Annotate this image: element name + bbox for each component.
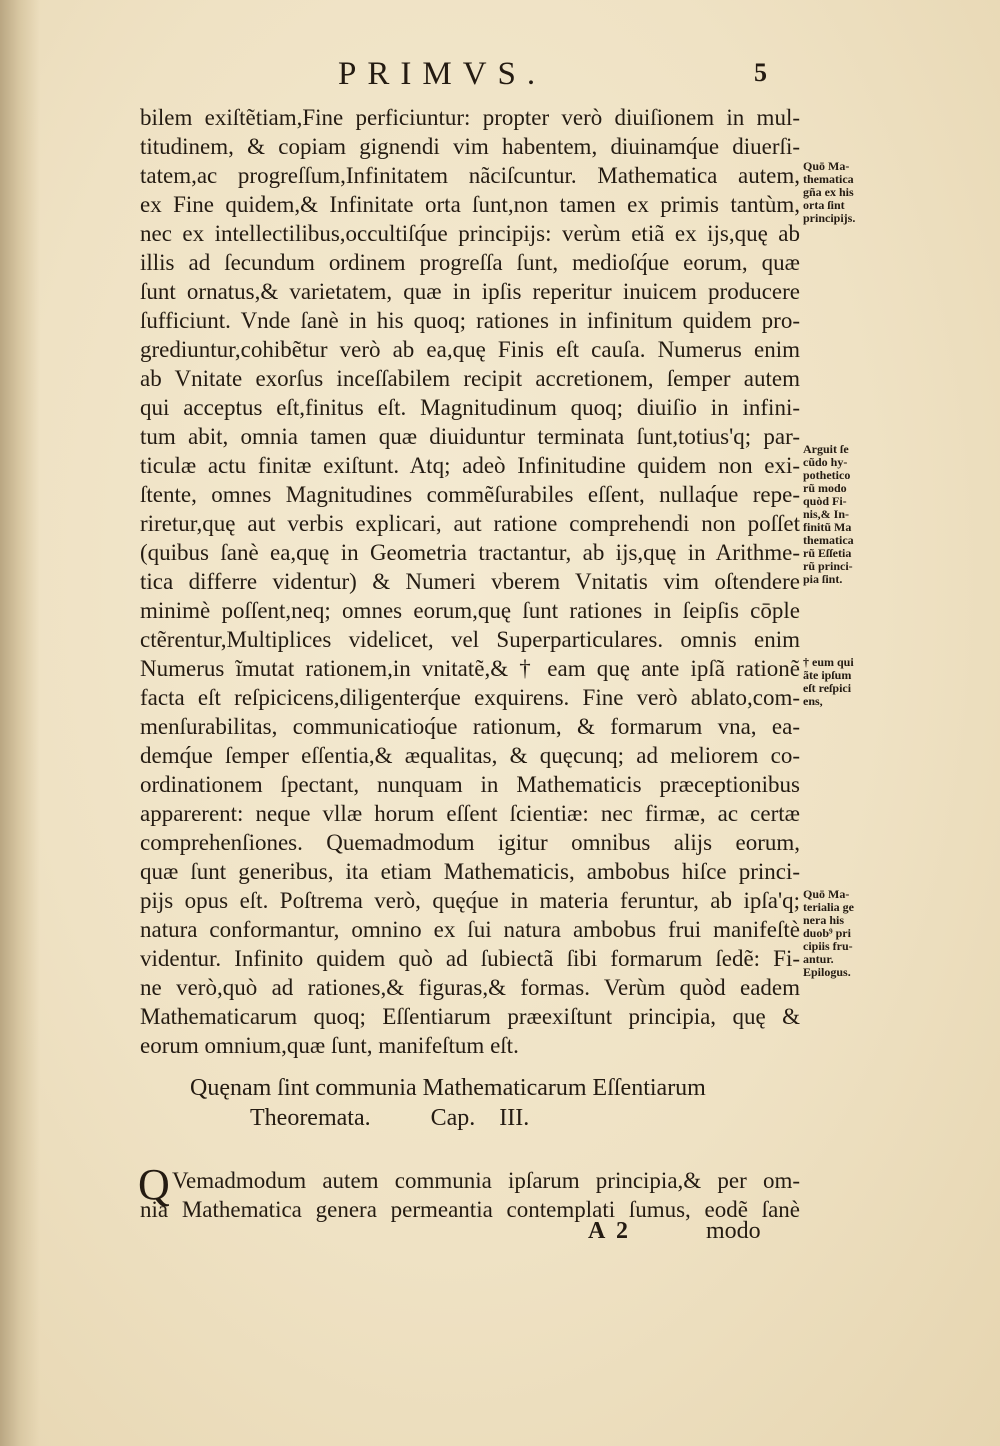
- margin-note-line: finitũ Ma: [803, 520, 852, 534]
- margin-note-line: Quō Ma-: [803, 159, 850, 173]
- margin-note-line: principijs.: [803, 211, 856, 225]
- folio-number: 5: [754, 58, 767, 87]
- chapter-heading: [190, 1073, 790, 1133]
- text-line: pijs opus eſt. Poſtrema verò, quęq́ue in materia feruntur, ab ipſa'q;: [140, 888, 800, 913]
- text-line: facta eſt reſpicicens,diligenterq́ue exquirens. Fine verò ablato,com-: [140, 685, 800, 710]
- margin-note-line: terialia ge: [803, 900, 854, 914]
- margin-note-line: eſt reſpici: [803, 681, 852, 695]
- margin-note: [803, 443, 883, 586]
- margin-note-line: antur.: [803, 952, 834, 966]
- text-line: grediuntur,cohibẽtur verò ab ea,quę Finis eſt cauſa. Numerus enim: [140, 337, 800, 362]
- text-line: demq́ue ſemper eſſentia,& æqualitas, & quęcunq; ad meliorem co-: [140, 743, 800, 768]
- text-line: ab Vnitate exorſus inceſſabilem recipit accretionem, ſemper autem: [140, 366, 800, 391]
- text-line: quæ ſunt generibus, ita etiam Mathematicis, ambobus hiſce princi-: [140, 859, 800, 884]
- text-line: menſurabilitas, communicatioq́ue rationum, & formarum vna, ea-: [140, 714, 800, 739]
- text-line: tum abit, omnia tamen quæ diuiduntur terminata ſunt,totius'q; par-: [140, 424, 800, 449]
- margin-note-line: cipiis fru-: [803, 939, 853, 953]
- text-line: comprehenſiones. Quemadmodum igitur omnibus alijs eorum,: [140, 830, 800, 855]
- chapter-heading-line-1: Quęnam ſint communia Mathematicarum Eſſentiarum: [190, 1075, 706, 1101]
- text-line: ctẽrentur,Multiplices videlicet, vel Superparticulares. omnis enim: [140, 627, 800, 652]
- margin-note-line: † eum qui: [803, 655, 854, 669]
- paragraph-2-line-1: Vemadmodum autem communia ipſarum principia,& per om-: [172, 1168, 800, 1193]
- margin-note-line: quòd Fi-: [803, 494, 847, 508]
- text-line: ex Fine quidem,& Infinitate orta ſunt,non tamen ex primis tantùm,: [140, 192, 800, 217]
- margin-note: [803, 160, 883, 225]
- margin-note-line: ãte ipſum: [803, 668, 852, 682]
- margin-note-line: duob⁹ pri: [803, 926, 851, 940]
- text-line: ſtente, omnes Magnitudines commẽſurabiles eſſent, nullaq́ue repe-: [140, 482, 800, 507]
- paragraph-2-line-2: nia Mathematica genera permeantia contemplati ſumus, eodẽ ſanè: [140, 1197, 800, 1222]
- text-line: (quibus ſanè ea,quę in Geometria tractantur, ab ijs,quę in Arithme-: [140, 540, 800, 565]
- text-line: illis ad ſecundum ordinem progreſſa ſunt, medioſq́ue eorum, quæ: [140, 250, 800, 275]
- chapter-heading-line-2: Theoremata. Cap. III.: [250, 1105, 530, 1131]
- margin-note-line: Quō Ma-: [803, 887, 850, 901]
- paragraph-2: [140, 1166, 800, 1224]
- text-line: Mathematicarum quoq; Eſſentiarum præexiſtunt principia, quę &: [140, 1004, 800, 1029]
- gutter-shadow: [0, 0, 40, 1446]
- margin-note-line: pothetico: [803, 468, 851, 482]
- text-line: qui acceptus eſt,finitus eſt. Magnitudinum quoq; diuiſio in infini-: [140, 395, 800, 420]
- margin-note-line: thematica: [803, 533, 854, 547]
- margin-note-line: nis,& In-: [803, 507, 850, 521]
- text-line: natura conformantur, omnino ex ſui natura ambobus frui manifeſtè: [140, 917, 800, 942]
- signature-mark: A 2: [588, 1218, 629, 1244]
- margin-note-line: gña ex his: [803, 185, 854, 199]
- catchword: modo: [706, 1218, 761, 1244]
- margin-note-line: Arguit ſe: [803, 442, 849, 456]
- text-line: eorum omnium,quæ ſunt, manifeſtum eſt.: [140, 1033, 519, 1058]
- margin-note-line: nera his: [803, 913, 845, 927]
- text-line: titudinem, & copiam gignendi vim habentem, diuinamq́ue diuerſi-: [140, 134, 800, 159]
- margin-note-line: orta ſint: [803, 198, 845, 212]
- main-text-block: [140, 103, 800, 1060]
- text-line: videntur. Infinito quidem quò ad ſubiectã ſibi formarum ſedẽ: Fi-: [140, 946, 800, 971]
- margin-note-line: cũdo hy-: [803, 455, 848, 469]
- running-head: PRIMVS.: [338, 56, 547, 92]
- text-line: ſufficiunt. Vnde ſanè in his quoq; rationes in infinitum quidem pro-: [140, 308, 800, 333]
- text-line: apparerent: neque vllæ horum eſſent ſcientiæ: nec firmæ, ac certæ: [140, 801, 800, 826]
- text-line: Numerus ĩmutat rationem,in vnitatẽ,& † eam quę ante ipſã rationẽ: [140, 656, 800, 681]
- text-line: nec ex intellectilibus,occultiſq́ue principijs: verùm etiã ex ijs,quę ab: [140, 221, 800, 246]
- text-line: riretur,quę aut verbis explicari, aut ratione comprehendi non poſſet: [140, 511, 800, 536]
- text-line: ticulæ actu finitæ exiſtunt. Atq; adeò Infinitudine quidem non exi-: [140, 453, 800, 478]
- text-line: tatem,ac progreſſum,Infinitatem nãciſcuntur. Mathematica autem,: [140, 163, 800, 188]
- text-line: ordinationem ſpectant, nunquam in Mathematicis præceptionibus: [140, 772, 800, 797]
- margin-note-line: ens,: [803, 694, 823, 708]
- text-line: tica differre videntur) & Numeri vberem Vnitatis vim oſtendere: [140, 569, 800, 594]
- text-line: ne verò,quò ad rationes,& figuras,& formas. Verùm quòd eadem: [140, 975, 800, 1000]
- margin-note-line: Epilogus.: [803, 965, 851, 979]
- text-line: minimè poſſent,neq; omnes eorum,quę ſunt rationes in ſeipſis cōple: [140, 598, 800, 623]
- margin-note-line: pia ſint.: [803, 572, 843, 586]
- drop-cap: Q: [138, 1160, 170, 1209]
- text-line: ſunt ornatus,& varietatem, quæ in ipſis reperitur inuicem producere: [140, 279, 800, 304]
- margin-note-line: rũ Eſſetia: [803, 546, 852, 560]
- margin-note: [803, 888, 883, 979]
- margin-note-line: rũ princi-: [803, 559, 853, 573]
- text-line: bilem exiſtẽtiam,Fine perficiuntur: propter verò diuiſionem in mul-: [140, 105, 800, 130]
- margin-note-line: rũ modo: [803, 481, 847, 495]
- margin-note-line: thematica: [803, 172, 854, 186]
- margin-note: [803, 656, 883, 708]
